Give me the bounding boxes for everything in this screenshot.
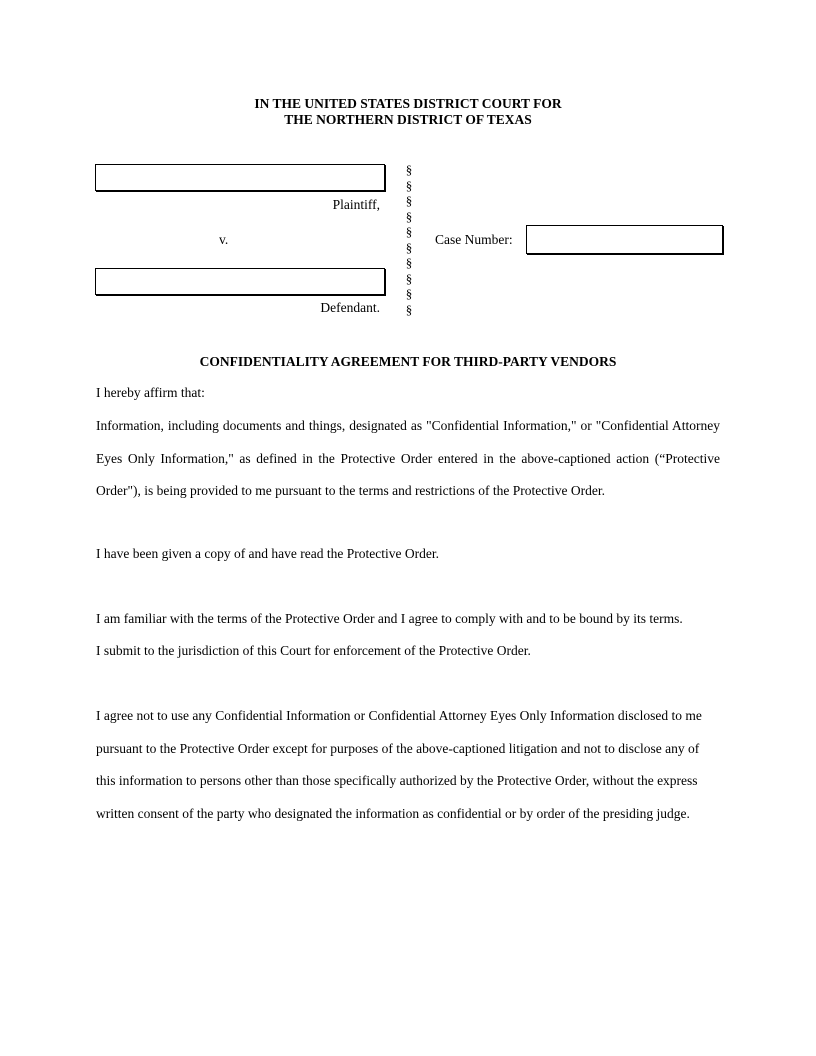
non-use-paragraph: I agree not to use any Confidential Information or Confidential Attorney Eyes Only Information disclosed to me pursuant to the Protective Order except for purposes of the above-captioned litigation and not to disclose any of this information to persons other than those specifically authorized by the Protective Order, without the express written consent of the party who designated the information as confidential or by order of the presiding judge. <box>96 708 702 821</box>
court-heading-line-1: IN THE UNITED STATES DISTRICT COURT FOR <box>254 96 562 111</box>
defendant-label: Defendant. <box>320 300 380 315</box>
familiar-paragraph: I am familiar with the terms of the Protective Order and I agree to comply with and to be bound by its terms. <box>96 611 683 626</box>
agreement-title: CONFIDENTIALITY AGREEMENT FOR THIRD-PARTY VENDORS <box>199 354 617 369</box>
defendant-name-field[interactable] <box>95 268 385 295</box>
section-symbol: § <box>405 270 413 286</box>
section-symbol: § <box>405 208 413 224</box>
court-heading-line-2: THE NORTHERN DISTRICT OF TEXAS <box>284 112 532 127</box>
section-symbol: § <box>405 162 413 177</box>
plaintiff-name-field[interactable] <box>95 164 385 191</box>
jurisdiction-paragraph: I submit to the jurisdiction of this Court for enforcement of the Protective Order. <box>96 643 531 658</box>
section-symbol: § <box>405 224 413 239</box>
versus-label: v. <box>219 232 229 247</box>
section-symbol-column <box>403 162 415 317</box>
section-symbol: § <box>405 193 413 208</box>
section-symbol: § <box>405 301 413 317</box>
copy-paragraph: I have been given a copy of and have read the Protective Order. <box>96 546 439 561</box>
section-symbol: § <box>405 177 413 193</box>
section-symbol: § <box>405 255 413 270</box>
information-paragraph: Information, including documents and things, designated as "Confidential Information," or "Confidential Attorney Eyes Only Information," as defined in the Protective Order entered in the above-captioned action (“Protective Order"), is being provided to me pursuant to the terms and restrictions of the Protective Order. <box>96 418 720 498</box>
plaintiff-label: Plaintiff, <box>332 197 380 212</box>
case-number-label: Case Number: <box>435 232 513 247</box>
section-symbol: § <box>405 286 413 301</box>
section-symbol: § <box>405 239 413 255</box>
affirm-paragraph: I hereby affirm that: <box>96 385 205 400</box>
case-number-field[interactable] <box>526 225 723 254</box>
